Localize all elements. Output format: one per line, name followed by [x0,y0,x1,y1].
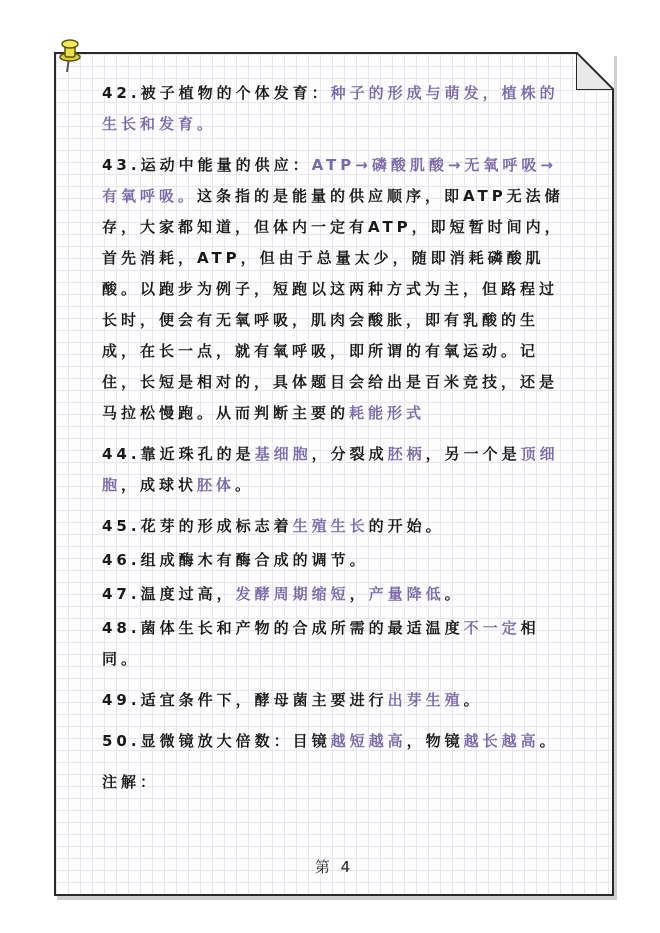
note-paper [54,52,614,896]
page-number: 第 4 [314,858,354,876]
note-text: 。 [539,732,559,750]
note-text: 43.运动中能量的供应： [102,156,312,174]
note-text: 44.靠近珠孔的是 [102,445,255,463]
note-item-44 [102,439,572,501]
note-text: 49.适宜条件下，酵母菌主要进行 [102,691,388,709]
note-item-42 [102,78,572,140]
highlighted-text: 顶细胞 [102,445,559,494]
note-text: 45.花芽的形成标志着 [102,517,293,535]
highlighted-text: 基细胞 [254,445,312,463]
note-text: 48.菌体生长和产物的合成所需的最适温度 [102,619,464,637]
highlighted-text: 耗能形式 [349,404,426,422]
highlighted-text: ATP→磷酸肌酸→无氧呼吸→有氧呼吸。 [102,156,557,205]
note-text: 注解： [102,773,160,791]
note-text: 相同。 [102,619,540,668]
highlighted-text: 生殖生长 [292,517,369,535]
notes-content [102,78,572,808]
page-corner-fold-icon [576,52,614,90]
highlighted-text: 胚体 [197,476,236,494]
highlighted-text: 不一定 [463,619,521,637]
note-text: 的开始。 [368,517,445,535]
highlighted-text: 越长越高 [463,732,540,750]
note-item-47 [102,579,572,610]
annotation-heading [102,767,572,798]
note-text: 。 [235,476,255,494]
highlighted-text: 胚柄 [387,445,426,463]
note-text: 。 [463,691,483,709]
note-text: 这条指的是能量的供应顺序，即ATP无法储存，大家都知道，但体内一定有ATP，即短暂时间内，首先消耗，ATP，但由于总量太少，随即消耗磷酸肌酸。以跑步为例子，短跑以这两种方式为主，但路程过长时，便会有无氧呼吸，肌肉会酸胀，即有乳酸的生成，在长一点，就有氧呼吸，即所谓的有氧运动。记住，长短是相对的，具体题目会给出是百米竞技，还是马拉松慢跑。从而判断主要的 [102,187,564,422]
note-item-46 [102,545,572,576]
note-text: ， [349,585,369,603]
pushpin-icon [58,38,82,74]
note-text: 50.显微镜放大倍数：目镜 [102,732,331,750]
note-item-48 [102,613,572,675]
note-text: 47.温度过高， [102,585,236,603]
note-text: ，另一个是 [425,445,521,463]
note-item-45 [102,511,572,542]
note-item-49 [102,685,572,716]
highlighted-text: 出芽生殖 [387,691,464,709]
highlighted-text: 发酵周期缩短 [235,585,350,603]
note-item-43 [102,150,572,429]
highlighted-text: 越短越高 [330,732,407,750]
note-item-50 [102,726,572,757]
note-text: 46.组成酶木有酶合成的调节。 [102,551,369,569]
note-text: 。 [444,585,464,603]
note-text: ，成球状 [121,476,198,494]
note-text: ，物镜 [406,732,464,750]
note-text: ，分裂成 [311,445,388,463]
note-text: 42.被子植物的个体发育： [102,84,331,102]
highlighted-text: 产量降低 [368,585,445,603]
highlighted-text: 种子的形成与萌发，植株的生长和发育。 [102,84,559,133]
